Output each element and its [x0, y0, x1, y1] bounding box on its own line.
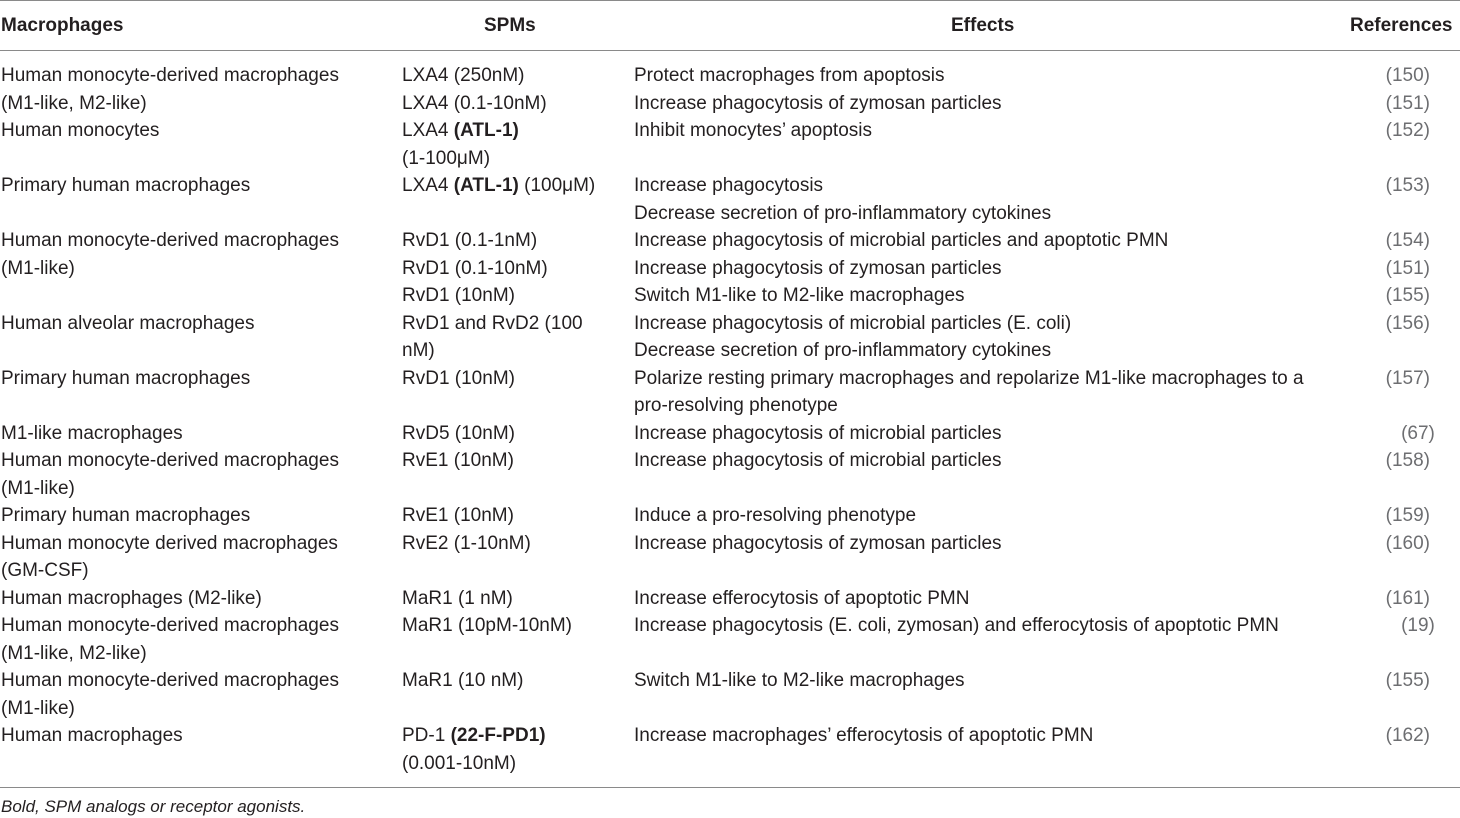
spm-line: [402, 502, 634, 530]
cell-spms: [402, 530, 634, 585]
effect-text: Increase efferocytosis of apoptotic PMN: [634, 587, 970, 609]
cell-macrophages: [0, 117, 402, 172]
cell-spms: [402, 447, 634, 502]
spm-line: [402, 255, 634, 283]
cell-spms: [402, 612, 634, 667]
spm-line: [402, 117, 634, 145]
cell-effects: [634, 585, 1364, 613]
macrophage-text: Human monocyte-derived macrophages: [1, 450, 339, 471]
macrophage-text: Human monocyte-derived macrophages: [1, 65, 339, 86]
cell-effects: [634, 722, 1364, 777]
effect-text: Inhibit monocytes’ apoptosis: [634, 120, 872, 141]
spm-text: MaR1 (10pM-10nM): [402, 615, 572, 636]
spm-text: RvD1 (10nM): [402, 285, 515, 306]
table-row: [0, 310, 1460, 365]
spm-text: (1-100μM): [402, 147, 491, 169]
cell-macrophages: [0, 420, 402, 448]
macrophage-text: Primary human macrophages: [1, 367, 251, 389]
table-row: [0, 420, 1460, 448]
cell-effects: [634, 612, 1364, 667]
cell-references: [1364, 612, 1460, 667]
table-row: [0, 667, 1460, 722]
reference-link[interactable]: (161): [1385, 587, 1430, 609]
spm-text: LXA4: [402, 120, 454, 141]
effect-text: pro-resolving phenotype: [634, 395, 838, 416]
cell-references: [1364, 62, 1460, 117]
spm-line: [402, 145, 634, 173]
cell-references: [1364, 667, 1460, 722]
spm-line: [402, 172, 634, 200]
cell-references: [1364, 502, 1460, 530]
macrophage-text: Primary human macrophages: [1, 505, 251, 526]
effect-text: Increase phagocytosis of zymosan particles: [634, 532, 1002, 554]
reference-link[interactable]: (67): [1401, 422, 1435, 444]
spm-text: LXA4 (0.1-10nM): [402, 92, 547, 114]
cell-effects: [634, 117, 1364, 172]
cell-references: [1364, 585, 1460, 613]
spm-analog-bold: (ATL-1): [453, 175, 519, 196]
table-row: [0, 227, 1460, 310]
macrophage-text: Human monocyte-derived macrophages: [1, 230, 339, 251]
table-row: [0, 365, 1460, 420]
reference-link[interactable]: (151): [1385, 92, 1430, 114]
table-row: [0, 612, 1460, 667]
cell-macrophages: [0, 62, 402, 117]
spm-line: [402, 750, 634, 778]
macrophage-text: (M1-like, M2-like): [1, 92, 147, 114]
effect-text: Decrease secretion of pro-inflammatory cytokines: [634, 340, 1052, 361]
effect-text: Switch M1-like to M2-like macrophages: [634, 670, 965, 691]
reference-link[interactable]: (152): [1385, 120, 1430, 141]
effect-text: Decrease secretion of pro-inflammatory cytokines: [634, 202, 1052, 224]
cell-effects: [634, 227, 1364, 310]
cell-references: [1364, 365, 1460, 420]
macrophage-text: Human macrophages: [1, 725, 183, 746]
effect-text: Polarize resting primary macrophages and repolarize M1-like macrophages to a: [634, 367, 1304, 389]
effect-text: Increase phagocytosis of microbial particles (E. coli): [634, 312, 1072, 334]
spm-text: RvD5 (10nM): [402, 422, 515, 444]
header-references: References: [1350, 15, 1453, 36]
cell-spms: [402, 585, 634, 613]
effect-text: Increase phagocytosis of zymosan particles: [634, 257, 1002, 279]
reference-link[interactable]: (156): [1385, 312, 1430, 334]
cell-macrophages: [0, 227, 402, 310]
table-bottom-rule: [0, 787, 1460, 788]
spm-line: [402, 227, 634, 255]
cell-spms: [402, 502, 634, 530]
macrophage-text: Human monocyte-derived macrophages: [1, 670, 339, 691]
cell-effects: [634, 667, 1364, 722]
spm-line: [402, 530, 634, 558]
cell-macrophages: [0, 585, 402, 613]
cell-effects: [634, 502, 1364, 530]
spm-text: RvD1 and RvD2 (100: [402, 312, 583, 334]
spm-line: [402, 420, 634, 448]
spm-line: [402, 310, 634, 338]
spm-text: (0.001-10nM): [402, 752, 517, 774]
cell-effects: [634, 310, 1364, 365]
effect-text: Increase phagocytosis: [634, 175, 824, 196]
macrophage-text: Primary human macrophages: [1, 175, 251, 196]
table-row: [0, 502, 1460, 530]
reference-link[interactable]: (155): [1385, 285, 1430, 306]
table-footnote: Bold, SPM analogs or receptor agonists.: [1, 797, 306, 816]
cell-macrophages: [0, 447, 402, 502]
cell-macrophages: [0, 667, 402, 722]
reference-link[interactable]: (160): [1385, 532, 1430, 554]
reference-link[interactable]: (155): [1385, 670, 1430, 691]
cell-references: [1364, 172, 1460, 227]
spm-text: RvD1 (10nM): [402, 367, 515, 389]
macrophage-text: Human monocyte derived macrophages: [1, 532, 338, 554]
cell-macrophages: [0, 310, 402, 365]
spm-line: [402, 667, 634, 695]
spm-text: RvE1 (10nM): [402, 450, 514, 471]
cell-effects: [634, 530, 1364, 585]
cell-references: [1364, 447, 1460, 502]
cell-spms: [402, 117, 634, 172]
cell-effects: [634, 172, 1364, 227]
macrophage-text: (M1-like): [1, 257, 75, 279]
spm-line: [402, 337, 634, 365]
macrophage-text: (M1-like, M2-like): [1, 642, 147, 664]
effect-text: Increase macrophages’ efferocytosis of apoptotic PMN: [634, 725, 1094, 746]
table-row: [0, 117, 1460, 172]
effect-text: Increase phagocytosis (E. coli, zymosan) and efferocytosis of apoptotic PMN: [634, 615, 1279, 636]
table-row: [0, 172, 1460, 227]
cell-macrophages: [0, 172, 402, 227]
spm-text: RvD1 (0.1-10nM): [402, 257, 548, 279]
cell-references: [1364, 722, 1460, 777]
spm-line: [402, 62, 634, 90]
spm-line: [402, 282, 634, 310]
reference-link[interactable]: (150): [1385, 65, 1430, 86]
effect-text: Increase phagocytosis of zymosan particles: [634, 92, 1002, 114]
table-row: [0, 530, 1460, 585]
spm-line: [402, 585, 634, 613]
macrophage-text: M1-like macrophages: [1, 422, 183, 444]
cell-macrophages: [0, 365, 402, 420]
header-rule: [0, 50, 1460, 51]
spm-text: nM): [402, 340, 435, 361]
spm-line: [402, 612, 634, 640]
spm-text: LXA4 (250nM): [402, 65, 525, 86]
spm-text: RvE2 (1-10nM): [402, 532, 531, 554]
cell-references: [1364, 530, 1460, 585]
cell-spms: [402, 172, 634, 227]
cell-spms: [402, 722, 634, 777]
effect-text: Switch M1-like to M2-like macrophages: [634, 285, 965, 306]
table-body: [0, 62, 1460, 777]
macrophage-text: Human alveolar macrophages: [1, 312, 255, 334]
reference-link[interactable]: (153): [1385, 175, 1430, 196]
spm-line: [402, 90, 634, 118]
cell-references: [1364, 310, 1460, 365]
cell-macrophages: [0, 502, 402, 530]
cell-spms: [402, 310, 634, 365]
reference-link[interactable]: (154): [1385, 230, 1430, 251]
spm-text: MaR1 (10 nM): [402, 670, 524, 691]
macrophage-text: (M1-like): [1, 697, 75, 719]
spm-analog-bold: (22-F-PD1): [450, 725, 546, 746]
cell-spms: [402, 420, 634, 448]
cell-spms: [402, 62, 634, 117]
spm-line: [402, 447, 634, 475]
header-macrophages: Macrophages: [1, 15, 124, 36]
reference-link[interactable]: (159): [1385, 505, 1430, 526]
effect-text: Increase phagocytosis of microbial particles: [634, 422, 1002, 444]
cell-spms: [402, 365, 634, 420]
cell-references: [1364, 227, 1460, 310]
header-spms: SPMs: [484, 15, 536, 36]
table-row: [0, 447, 1460, 502]
reference-link[interactable]: (19): [1401, 615, 1435, 636]
macrophage-text: (GM-CSF): [1, 560, 89, 581]
effect-text: Increase phagocytosis of microbial particles and apoptotic PMN: [634, 230, 1169, 251]
macrophage-text: Human macrophages (M2-like): [1, 587, 262, 609]
table-top-rule: [0, 0, 1460, 1]
cell-macrophages: [0, 722, 402, 777]
reference-link[interactable]: (158): [1385, 450, 1430, 471]
spm-line: [402, 365, 634, 393]
spm-text: RvD1 (0.1-1nM): [402, 230, 538, 251]
effect-text: Induce a pro-resolving phenotype: [634, 505, 917, 526]
table-row: [0, 585, 1460, 613]
macrophage-text: Human monocyte-derived macrophages: [1, 615, 339, 636]
effect-text: Protect macrophages from apoptosis: [634, 65, 945, 86]
cell-effects: [634, 62, 1364, 117]
cell-references: [1364, 117, 1460, 172]
cell-macrophages: [0, 612, 402, 667]
macrophage-text: Human monocytes: [1, 120, 160, 141]
spm-text: RvE1 (10nM): [402, 505, 514, 526]
spm-text: MaR1 (1 nM): [402, 587, 513, 609]
spm-analog-bold: (ATL-1): [453, 120, 519, 141]
table-row: [0, 722, 1460, 777]
reference-link[interactable]: (162): [1385, 725, 1430, 746]
spm-text: PD-1: [402, 725, 451, 746]
effect-text: Increase phagocytosis of microbial particles: [634, 450, 1002, 471]
macrophage-text: (M1-like): [1, 477, 75, 499]
spm-text: LXA4: [402, 175, 454, 196]
cell-references: [1364, 420, 1460, 448]
header-effects: Effects: [951, 15, 1015, 36]
spm-text: (100μM): [518, 175, 596, 196]
table-row: [0, 62, 1460, 117]
cell-effects: [634, 420, 1364, 448]
cell-effects: [634, 365, 1364, 420]
cell-effects: [634, 447, 1364, 502]
spm-line: [402, 722, 634, 750]
reference-link[interactable]: (157): [1385, 367, 1430, 389]
cell-spms: [402, 667, 634, 722]
cell-spms: [402, 227, 634, 310]
cell-macrophages: [0, 530, 402, 585]
reference-link[interactable]: (151): [1385, 257, 1430, 279]
